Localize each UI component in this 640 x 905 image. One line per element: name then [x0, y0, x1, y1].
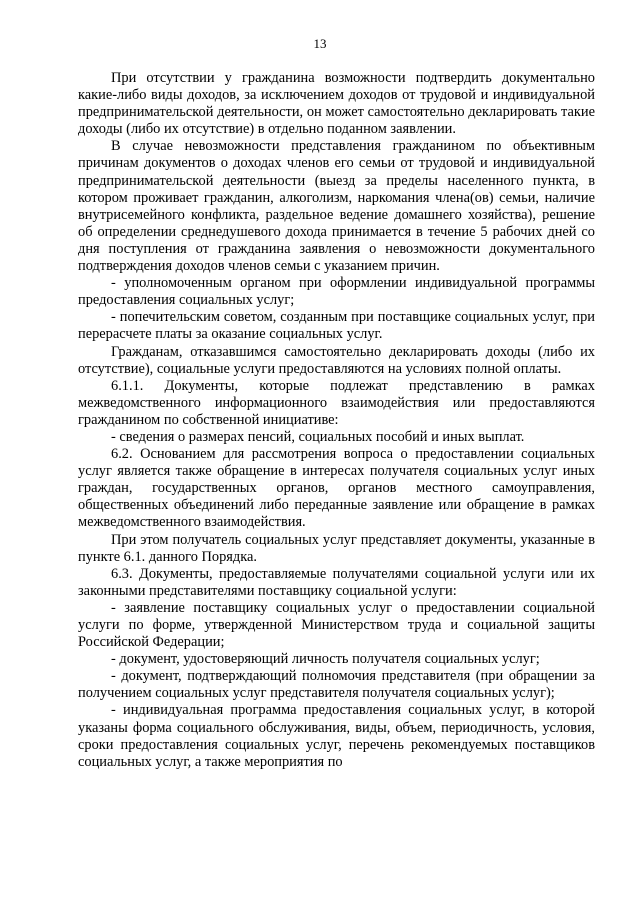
- list-item-pension-info: - сведения о размерах пенсий, социальных пособий и иных выплат.: [111, 428, 525, 445]
- paragraph-full-payment: Гражданам, отказавшимся самостоятельно декларировать доходы (либо их отсутствие), социальные услуги предоставляются на условиях полной оплаты.: [78, 343, 595, 377]
- list-item-identity-document: - документ, удостоверяющий личность получателя социальных услуг;: [111, 651, 540, 668]
- document-body: [78, 70, 595, 771]
- paragraph-6-3: 6.3. Документы, предоставляемые получателями социальной услуги или их законными представителями поставщику социальной услуги:: [78, 565, 595, 599]
- page-number: 13: [313, 36, 327, 51]
- paragraph-family-income-impossibility: В случае невозможности представления гражданином по объективным причинам документов о доходах членов его семьи от трудовой и индивидуальной предпринимательской деятельности (выезд за пределы населенного пункта, в котором проживает гражданин, алкоголизм, наркомания члена(ов) семьи, наличие внутрисемейного конфликта, раздельное ведение домашнего хозяйства), решение об определении среднедушевого дохода принимается в течение 5 рабочих дней со дня поступления от гражданина заявления о невозможности документального подтверждения доходов членов семьи с указанием причин.: [78, 138, 595, 275]
- list-item-board-of-trustees: - попечительским советом, созданным при поставщике социальных услуг, при перерасчете платы за оказание социальных услуг.: [78, 309, 595, 343]
- list-item-application: - заявление поставщику социальных услуг о предоставлении социальной услуги по форме, утвержденной Министерством труда и социальной защиты Российской Федерации;: [78, 599, 595, 651]
- list-item-authorized-body: - уполномоченным органом при оформлении индивидуальной программы предоставления социальных услуг;: [78, 275, 595, 309]
- paragraph-6-2: 6.2. Основанием для рассмотрения вопроса о предоставлении социальных услуг является также обращение в интересах получателя социальных услуг иных граждан, государственных органов, органов местного самоуправления, общественных объединений либо переданные заявление или обращение в рамках межведомственного взаимодействия.: [78, 446, 595, 531]
- list-item-individual-program: - индивидуальная программа предоставления социальных услуг, в которой указаны форма социального обслуживания, виды, объем, периодичность, условия, сроки предоставления социальных услуг, перечень рекомендуемых поставщиков социальных услуг, а также мероприятия по: [78, 702, 595, 770]
- paragraph-self-declaration: При отсутствии у гражданина возможности подтвердить документально какие-либо виды доходов, за исключением доходов от трудовой и индивидуальной предпринимательской деятельности, он может самостоятельно декларировать такие доходы (либо их отсутствие) в отдельно поданном заявлении.: [78, 70, 595, 138]
- paragraph-6-1-1: 6.1.1. Документы, которые подлежат представлению в рамках межведомственного информационного взаимодействия или предоставляются гражданином по собственной инициативе:: [78, 377, 595, 428]
- paragraph-recipient-documents: При этом получатель социальных услуг представляет документы, указанные в пункте 6.1. данного Порядка.: [78, 531, 595, 565]
- list-item-representative-authority: - документ, подтверждающий полномочия представителя (при обращении за получением социальных услуг представителя получателя социальных услуг);: [78, 668, 595, 702]
